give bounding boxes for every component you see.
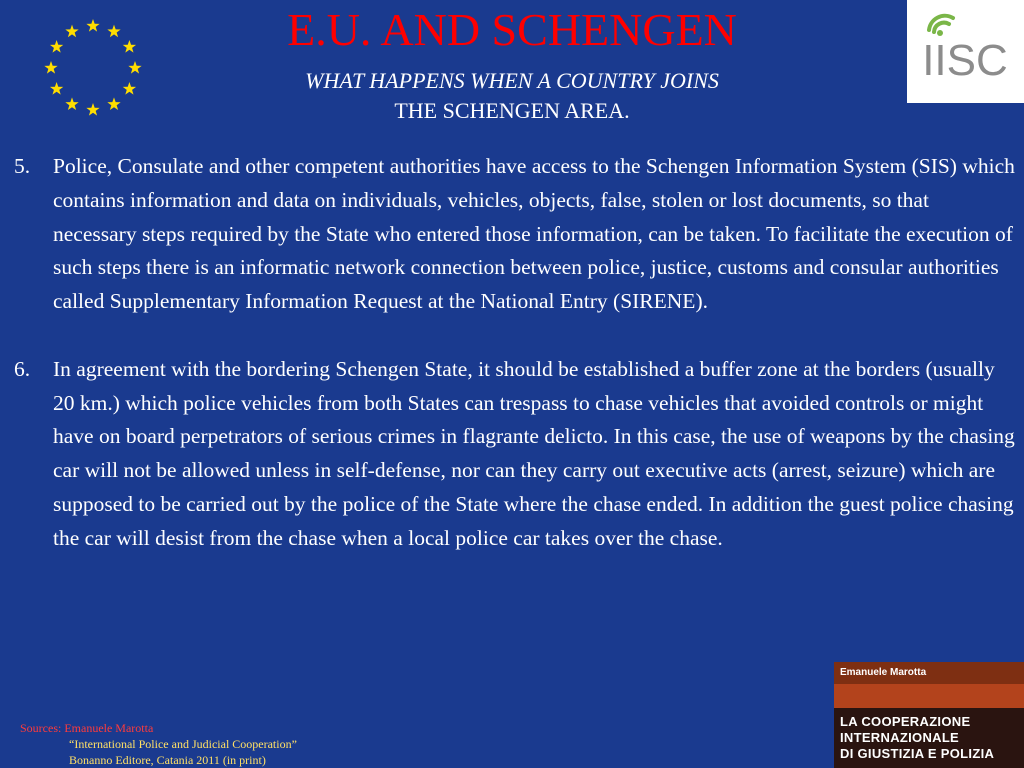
item-number: 5.: [14, 154, 31, 178]
sources-line-2: “International Police and Judicial Cooperation”: [69, 737, 297, 751]
iisc-logo: [907, 0, 1024, 103]
sources-line-3: Bonanno Editore, Catania 2011 (in print): [69, 753, 266, 767]
book-title-line-2: INTERNAZIONALE: [840, 730, 960, 745]
book-title: [840, 714, 994, 762]
list-item: [14, 353, 1016, 556]
item-text: Police, Consulate and other competent authorities have access to the Schengen Information System (SIS) which contains information and data on individuals, vehicles, objects, false, stolen or lost documents, so that necessary steps required by the State who entered those information, can be taken. To facilitate the execution of such steps there is an informatic network connection between police, justice, customs and consular authorities called Supplementary Information Request at the National Entry (SIRENE).: [53, 154, 1015, 314]
item-number: 6.: [14, 356, 31, 381]
item-text: In agreement with the bordering Schengen State, it should be established a buffer zone at the borders (usually 20 km.) which police vehicles from both States can trespass to chase vehicles that avoided controls or might have on board perpetrators of serious crimes in flagrante delicto. In this case, the use of weapons by the chasing car will not be allowed unless in self-defense, nor can they carry out executive acts (arrest, seizure) which are supposed to be carried out by the police of the State where the chase ended. In addition the guest police chasing the car will desist from the chase when a local police car takes over the chase.: [53, 356, 1015, 550]
subtitle-line-2: THE SCHENGEN AREA.: [394, 98, 630, 123]
book-title-line-1: LA COOPERAZIONE: [840, 714, 971, 729]
iisc-logo-graphic: [907, 0, 1024, 103]
subtitle-line-1: WHAT HAPPENS WHEN A COUNTRY JOINS: [305, 68, 719, 93]
slide-body: [14, 150, 1016, 556]
book-title-line-3: DI GIUSTIZIA E POLIZIA: [840, 746, 995, 761]
logo-text: IISC: [922, 36, 1008, 85]
sources-note: [20, 720, 297, 768]
book-cover: [834, 662, 1024, 768]
slide-subtitle: [200, 66, 824, 126]
list-item: [14, 150, 1016, 319]
sources-line-1: Sources: Emanuele Marotta: [20, 721, 154, 735]
book-author: Emanuele Marotta: [834, 662, 1024, 684]
slide-title: E.U. AND SCHENGEN: [287, 4, 737, 55]
